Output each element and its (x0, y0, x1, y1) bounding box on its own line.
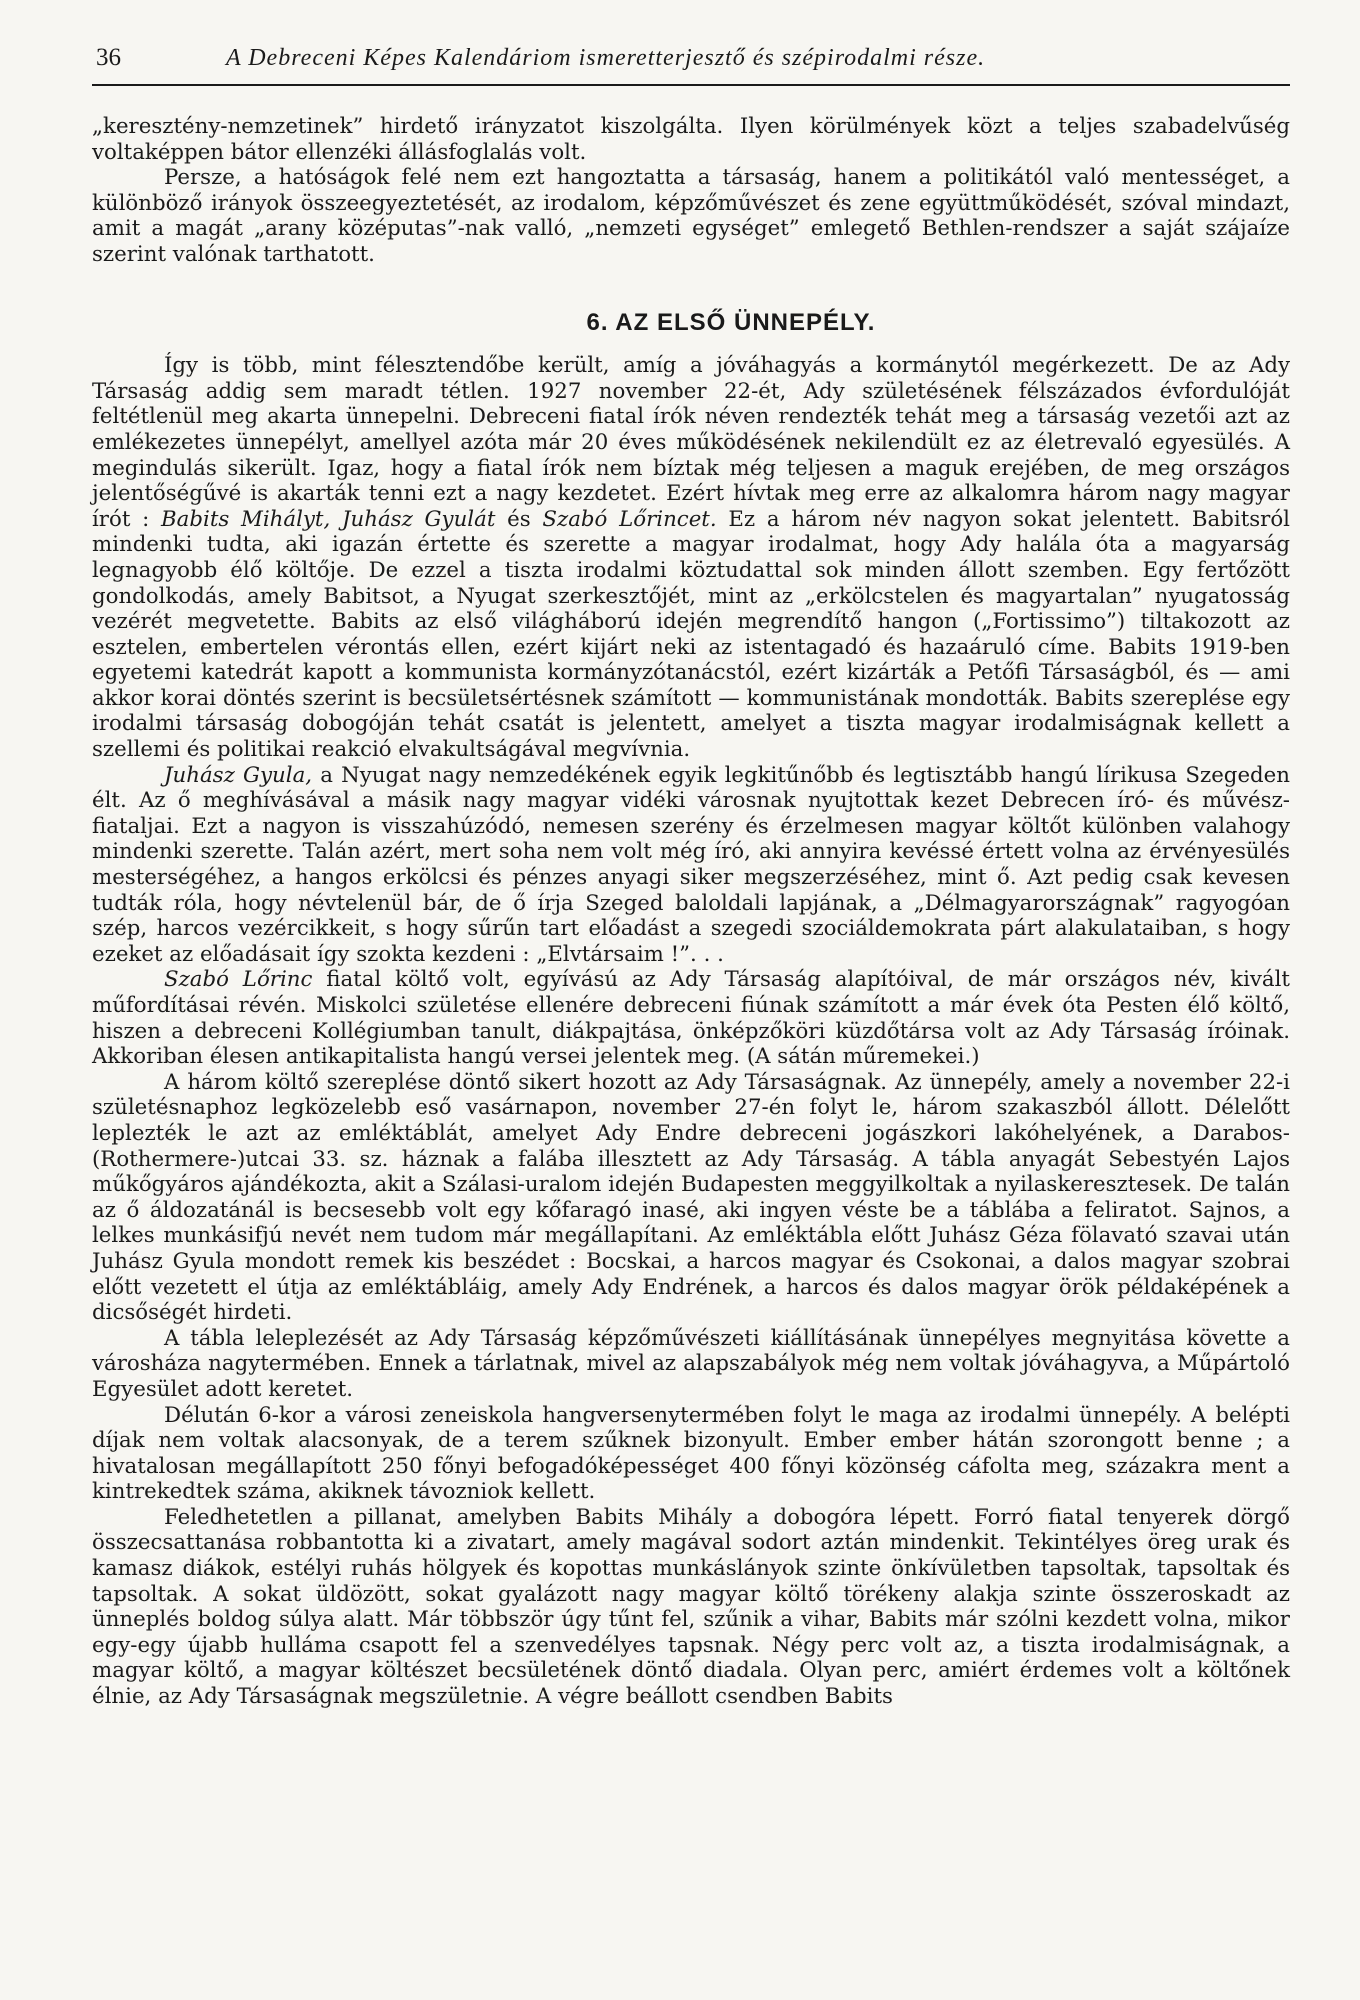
author-name: Szabó Lőrincet. (542, 506, 717, 532)
paragraph (92, 763, 1290, 968)
author-names: Babits Mihályt, Juhász Gyulát (161, 506, 496, 532)
page-number: 36 (96, 44, 121, 71)
paragraph: A tábla leleplezését az Ady Társaság képzőművészeti kiállításának ünnepélyes megnyitása követte a városháza nagytermében. Ennek a tárlatnak, mivel az alapszabályok még nem voltak jóváhagyva, a Műpártoló Egyesület adott keretet. (92, 1325, 1290, 1402)
paragraph (92, 353, 1290, 763)
body-text (92, 114, 1290, 1710)
author-name: Szabó Lőrinc (164, 967, 313, 993)
text-run: és (495, 506, 543, 532)
paragraph (92, 967, 1290, 1069)
paragraph: A három költő szereplése döntő sikert hozott az Ady Társaságnak. Az ünnepély, amely a november 22-i születésnaphoz legközelebb eső vasárnapon, november 27-én folyt le, három szakaszból állott. Délelőtt leplezték le azt az emléktáblát, amelyet Ady Endre debreceni jogászkori lakóhelyének, a Darabos- (Rothermere-)utcai 33. sz. háznak a falába illesztett az Ady Társaság. A tábla anyagát Sebestyén Lajos műkőgyáros ajándékozta, akit a Szálasi-uralom idején Budapesten meggyilkoltak a nyilaskeresztesek. De talán az ő áldozatánál is becsesebb volt egy kőfaragó inasé, aki ingyen véste be a táblába a feliratot. Sajnos, a lelkes munkásifjú nevét nem tudom már megállapítani. Az emléktábla előtt Juhász Géza fölavató szavai után Juhász Gyula mondott remek kis beszédet : Bocskai, a harcos magyar és Csokonai, a dalos magyar szobrai előtt vezetett el útja az emléktábláig, amely Ady Endrének, a harcos és dalos magyar örök példaképének a dicsőségét hirdeti. (92, 1069, 1290, 1326)
text-run: a Nyugat nagy nemzedékének egyik legkitűnőbb és legtisztább hangú lírikusa Szegeden élt. Az ő meghívásával a másik nagy magyar vidéki városnak nyujtottak kezet Debrecen író- és művész-fiataljai. Ezt a nagyon is visszahúzódó, nemesen szerény és érzelmesen magyar költőt különben valahogy mindenki szerette. Talán azért, mert soha nem volt még író, aki annyira kevéssé értett volna az érvényesülés mesterségéhez, a hangos erkölcsi és pénzes anyagi siker megszerzéséhez, mint ő. Azt pedig csak kevesen tudták róla, hogy névtelenül bár, de ő írja Szeged baloldali lapjának, a „Délmagyarországnak” ragyogóan szép, harcos vezércikkeit, s hogy sűrűn tart előadást a szegedi szociáldemokrata párt alakulataiban, s hogy ezeket az előadásait így szokta kezdeni : „Elvtársaim !”. . . (92, 762, 1290, 967)
text-run: Így is több, mint félesztendőbe került, amíg a jóváhagyás a kormánytól megérkezett. De az Ady Társaság addig sem maradt tétlen. 1927 november 22-ét, Ady születésének félszázados évfordulóját feltétlenül meg akarta ünnepelni. Debreceni fiatal írók néven rendezték tehát meg a társaság vezetői azt az emlékezetes ünnepélyt, amellyel azóta már 20 éves működésének nekilendült ez az életrevaló egyesülés. A megindulás sikerült. Igaz, hogy a fiatal írók nem bíztak még teljesen a maguk erejében, de meg országos jelentőségűvé is akarták tenni ezt a nagy kezdetet. Ezért hívtak meg erre az alkalomra három nagy magyar írót : (92, 353, 1290, 532)
running-header (92, 44, 1290, 86)
author-name: Juhász Gyula, (164, 762, 313, 788)
section-heading: 6. AZ ELSŐ ÜNNEPÉLY. (586, 308, 876, 336)
paragraph: Persze, a hatóságok felé nem ezt hangoztatta a társaság, hanem a politikától való mentességet, a különböző irányok összeegyeztetését, az irodalom, képzőművészet és zene együttműködését, szóval mindazt, amit a magát „arany középutas”-nak valló, „nemzeti egységet” emlegető Bethlen-rendszer a saját szájaíze szerint valónak tarthatott. (92, 165, 1290, 267)
paragraph: Délután 6-kor a városi zeneiskola hangversenytermében folyt le maga az irodalmi ünnepély. A belépti díjak nem voltak alacsonyak, de a terem szűknek bizonyult. Ember ember hátán szorongott benne ; a hivatalosan megállapított 250 főnyi befogadóképességet 400 főnyi közönség cáfolta meg, százakra ment a kintrekedtek száma, akiknek távozniok kellett. (92, 1402, 1290, 1505)
running-title: A Debreceni Képes Kalendáriom ismeretterjesztő és szépirodalmi része. (226, 45, 986, 71)
paragraph: „keresztény-nemzetinek” hirdető irányzatot kiszolgálta. Ilyen körülmények közt a teljes szabadelvűség voltaképpen bátor ellenzéki állásfoglalás volt. (92, 114, 1290, 165)
text-run: fiatal költő volt, egyívású az Ady Társaság alapítóival, de már országos név, kivált műfordításai révén. Miskolci születése ellenére debreceni fiúnak számított a már évek óta Pesten élő költő, hiszen a debreceni Kollégiumban tanult, diákpajtása, önképzőköri küzdőtársa volt az Ady Társaság íróinak. Akkoriban élesen antikapitalista hangú versei jelentek meg. (A sátán műremekei.) (92, 967, 1290, 1070)
text-run: Ez a három név nagyon sokat jelentett. Babitsról mindenki tudta, aki igazán értette és szerette a magyar irodalmat, hogy Ady halála óta a magyarság legnagyobb élő költője. De ezzel a tiszta irodalmi köztudattal sok minden állott szemben. Egy fertőzött gondolkodás, amely Babitsot, a Nyugat szerkesztőjét, mint az „erkölcstelen és magyartalan” nyugatosság vezérét megvetette. Babits az első világháború idején megrendítő hangon („Fortissimo”) tiltakozott az esztelen, embertelen vérontás ellen, ezért kijárt neki az istentagadó és hazaáruló címe. Babits 1919-ben egyetemi katedrát kapott a kommunista kormányzótanácstól, ezért kizárták a Petőfi Társaságból, és — ami akkor korai döntés szerint is becsületsértésnek számított — kommunistának mondották. Babits szereplése egy irodalmi társaság dobogóján tehát csatát is jelentett, amelyet a tiszta magyar irodalmiságnak kellett a szellemi és politikai reakció elvakultságával megvívnia. (92, 506, 1290, 763)
paragraph: Feledhetetlen a pillanat, amelyben Babits Mihály a dobogóra lépett. Forró fiatal tenyerek dörgő összecsattanása robbantotta ki a zivatart, amely magával sodort aztán mindenkit. Tekintélyes öreg urak és kamasz diákok, estélyi ruhás hölgyek és kopottas munkáslányok szinte önkívületben tapsoltak, tapsoltak és tapsoltak. A sokat üldözött, sokat gyalázott nagy magyar költő törékeny alakja szinte összeroskadt az ünneplés boldog súlya alatt. Már többször úgy tűnt fel, szűnik a vihar, Babits már szólni kezdett volna, mikor egy-egy újabb hulláma csapott fel a szenvedélyes tapsnak. Négy perc volt az, a tiszta irodalmiságnak, a magyar költő, a magyar költészet becsületének döntő diadala. Olyan perc, amiért érdemes volt a költőnek élnie, az Ady Társaságnak megszületnie. A végre beállott csendben Babits (92, 1504, 1290, 1710)
